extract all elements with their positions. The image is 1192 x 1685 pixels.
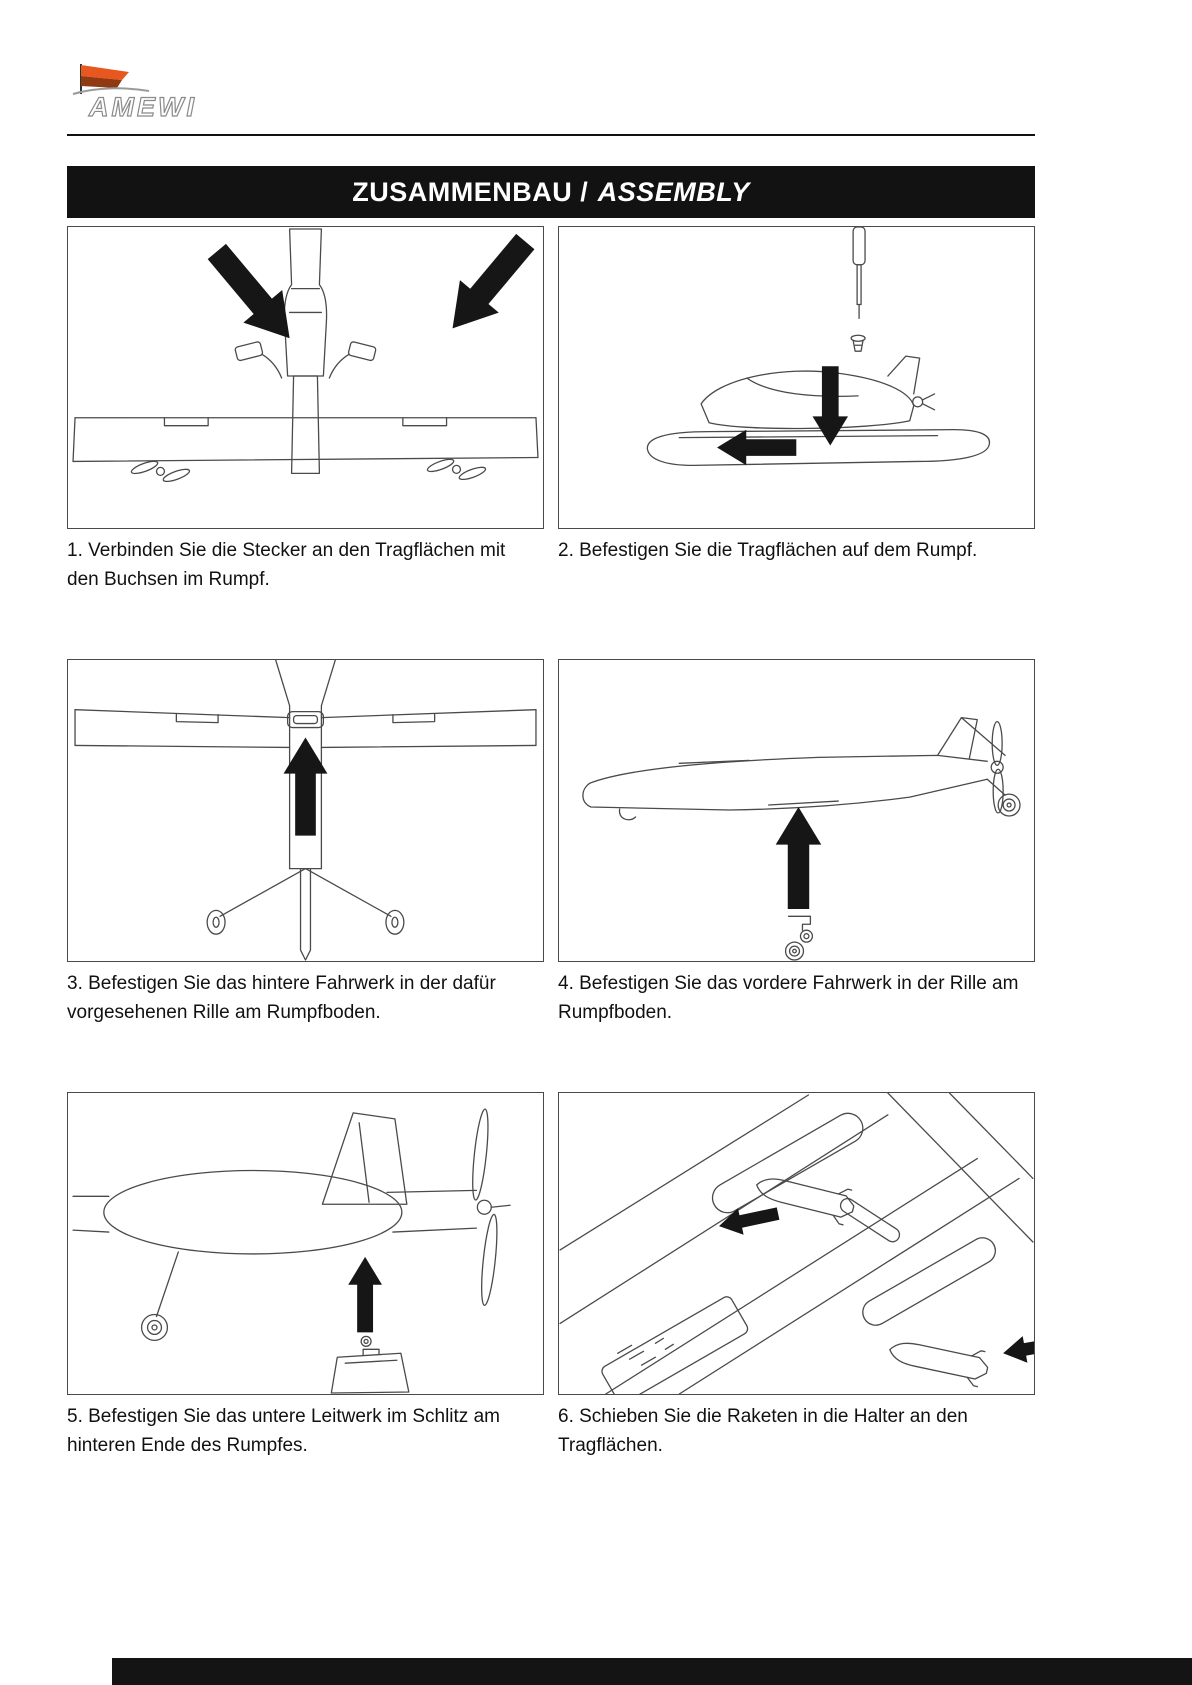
footer-bar xyxy=(112,1658,1192,1685)
header-rule xyxy=(67,134,1035,136)
step-2-panel xyxy=(558,226,1035,529)
rear-landing-gear xyxy=(207,869,404,935)
step-2 xyxy=(558,226,1035,595)
vertical-fin xyxy=(322,1113,406,1204)
screw xyxy=(851,335,865,351)
propeller xyxy=(470,1109,511,1306)
battery-hatch xyxy=(600,1295,750,1394)
slide-arrow-icon xyxy=(716,1200,781,1239)
brand-name: AMEWI xyxy=(89,92,197,122)
step-6-illustration xyxy=(559,1093,1034,1394)
fuselage-deck xyxy=(647,430,989,466)
slide-arrow-icon xyxy=(1001,1329,1034,1366)
step-4-panel xyxy=(558,659,1035,962)
section-title-banner xyxy=(67,166,1035,218)
step-1-panel xyxy=(67,226,544,529)
left-arrow-icon xyxy=(717,430,796,465)
step-5 xyxy=(67,1092,544,1461)
fuselage-top-view xyxy=(284,229,326,473)
assembly-steps-grid xyxy=(67,226,1035,1461)
down-left-arrow-icon xyxy=(433,227,543,345)
rear-fuselage xyxy=(73,1170,476,1253)
step-4 xyxy=(558,659,1035,1028)
step-3-caption: 3. Befestigen Sie das hintere Fahrwerk in der dafür vorgesehenen Rille am Rumpfboden. xyxy=(67,973,496,1023)
step-4-caption: 4. Befestigen Sie das vordere Fahrwerk in der Rille am Rumpfboden. xyxy=(558,973,1019,1023)
lower-fin-part xyxy=(331,1336,408,1393)
ventral-fin xyxy=(301,869,311,960)
step-2-caption: 2. Befestigen Sie die Tragflächen auf dem Rumpf. xyxy=(558,540,978,561)
section-title-en: ASSEMBLY xyxy=(597,176,750,207)
rocket-holder-slot xyxy=(838,1196,902,1244)
step-2-illustration xyxy=(559,227,1034,528)
rocket-lower xyxy=(886,1332,991,1388)
step-6-panel xyxy=(558,1092,1035,1395)
wing-top-view xyxy=(73,418,538,462)
step-3-panel xyxy=(67,659,544,962)
gear-slot xyxy=(288,712,324,728)
amewi-logo xyxy=(67,60,257,122)
down-right-arrow-icon xyxy=(197,235,309,354)
up-arrow-icon xyxy=(348,1257,382,1332)
up-arrow-icon xyxy=(776,807,822,909)
screwdriver xyxy=(853,227,865,318)
step-4-illustration xyxy=(559,660,1034,961)
page-header xyxy=(67,60,1035,136)
section-title-de: ZUSAMMENBAU / xyxy=(352,176,589,207)
down-arrow-icon xyxy=(813,366,848,445)
step-6 xyxy=(558,1092,1035,1461)
step-6-caption: 6. Schieben Sie die Raketen in die Halter an den Tragflächen. xyxy=(558,1406,968,1456)
step-1-illustration xyxy=(68,227,543,528)
step-5-panel xyxy=(67,1092,544,1395)
wing-underside xyxy=(560,1093,1033,1394)
step-5-caption: 5. Befestigen Sie das untere Leitwerk im Schlitz am hinteren Ende des Rumpfes. xyxy=(67,1406,500,1456)
logo-flag-icon xyxy=(73,64,149,94)
wing-connectors xyxy=(235,341,377,378)
amewi-logo-graphic xyxy=(67,60,257,122)
step-3-illustration xyxy=(68,660,543,961)
step-5-illustration xyxy=(68,1093,543,1394)
aircraft-side-view xyxy=(583,718,1020,820)
step-1-caption: 1. Verbinden Sie die Stecker an den Tragflächen mit den Buchsen im Rumpf. xyxy=(67,540,506,590)
tail-wheel xyxy=(142,1252,179,1340)
step-1 xyxy=(67,226,544,595)
step-3 xyxy=(67,659,544,1028)
front-landing-gear xyxy=(786,916,813,960)
